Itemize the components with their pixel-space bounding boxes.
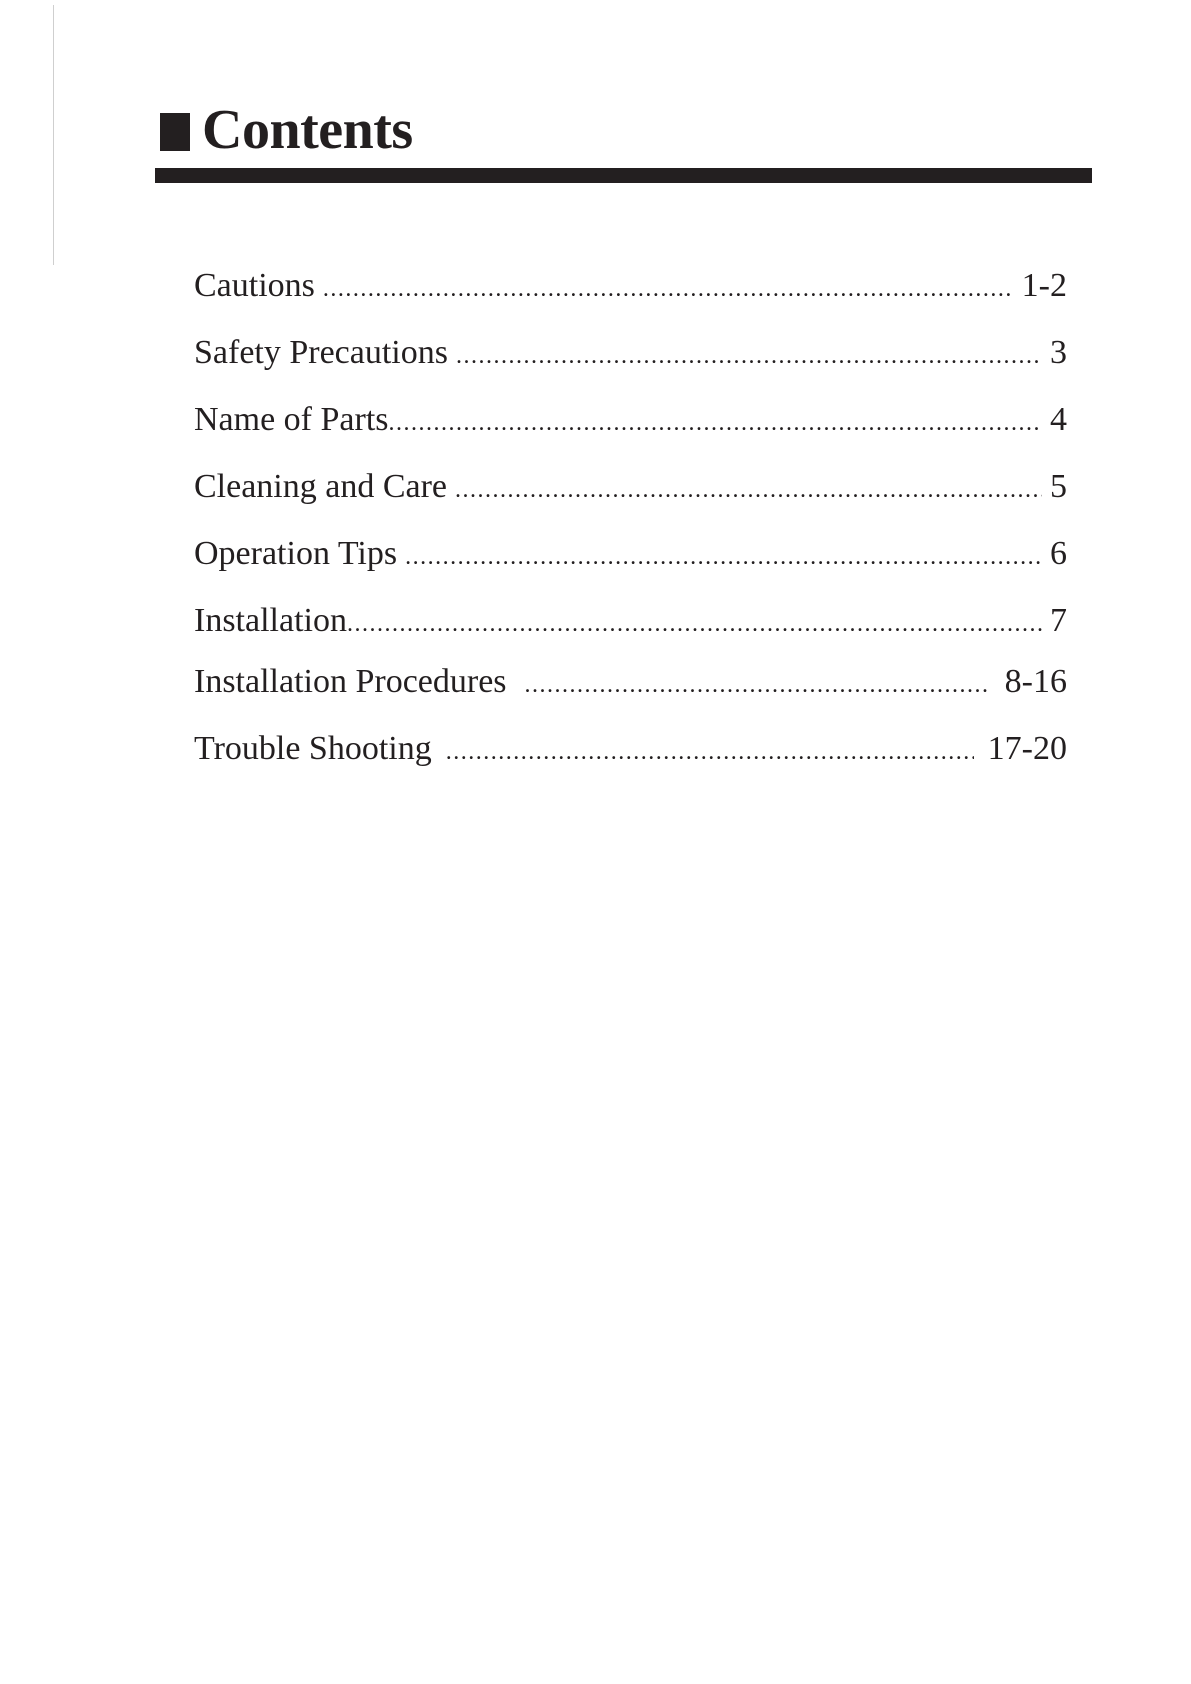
toc-entry-label: Installation Procedures <box>194 663 507 700</box>
dot-leader <box>446 728 974 776</box>
toc-entry-page: 5 <box>1050 468 1067 505</box>
toc-entry-operation-tips[interactable] <box>194 530 1067 597</box>
toc-entry-name-of-parts[interactable] <box>194 396 1067 463</box>
page-title: Contents <box>202 99 413 161</box>
title-rule <box>155 168 1092 183</box>
toc-entry-page: 17-20 <box>987 730 1067 767</box>
toc-entry-label: Safety Precautions <box>194 334 448 371</box>
toc-entry-label: Cautions <box>194 267 315 304</box>
table-of-contents <box>194 262 1067 792</box>
toc-entry-cautions[interactable] <box>194 262 1067 329</box>
toc-entry-safety-precautions[interactable] <box>194 329 1067 396</box>
toc-entry-label: Name of Parts <box>194 401 389 438</box>
dot-leader <box>389 399 1042 447</box>
dot-leader <box>455 466 1042 514</box>
toc-entry-installation-procedures[interactable] <box>194 658 1067 725</box>
toc-entry-label: Cleaning and Care <box>194 468 448 505</box>
toc-entry-page: 6 <box>1050 535 1067 572</box>
toc-entry-trouble-shooting[interactable] <box>194 725 1067 792</box>
dot-leader <box>456 332 1042 380</box>
toc-entry-page: 8-16 <box>1004 663 1067 700</box>
dot-leader <box>347 600 1042 648</box>
dot-leader <box>525 661 989 709</box>
toc-entry-label: Operation Tips <box>194 535 398 572</box>
square-bullet-icon <box>160 113 190 151</box>
toc-entry-installation[interactable] <box>194 597 1067 664</box>
toc-entry-cleaning-and-care[interactable] <box>194 463 1067 530</box>
dot-leader <box>405 533 1042 581</box>
toc-entry-label: Trouble Shooting <box>194 730 432 767</box>
toc-entry-page: 7 <box>1050 602 1067 639</box>
toc-entry-page: 4 <box>1050 401 1067 438</box>
toc-entry-page: 3 <box>1050 334 1067 371</box>
page-header <box>160 100 413 160</box>
margin-line <box>53 5 54 265</box>
toc-entry-page: 1-2 <box>1021 267 1067 304</box>
dot-leader <box>323 265 1014 313</box>
toc-entry-label: Installation <box>194 602 347 639</box>
